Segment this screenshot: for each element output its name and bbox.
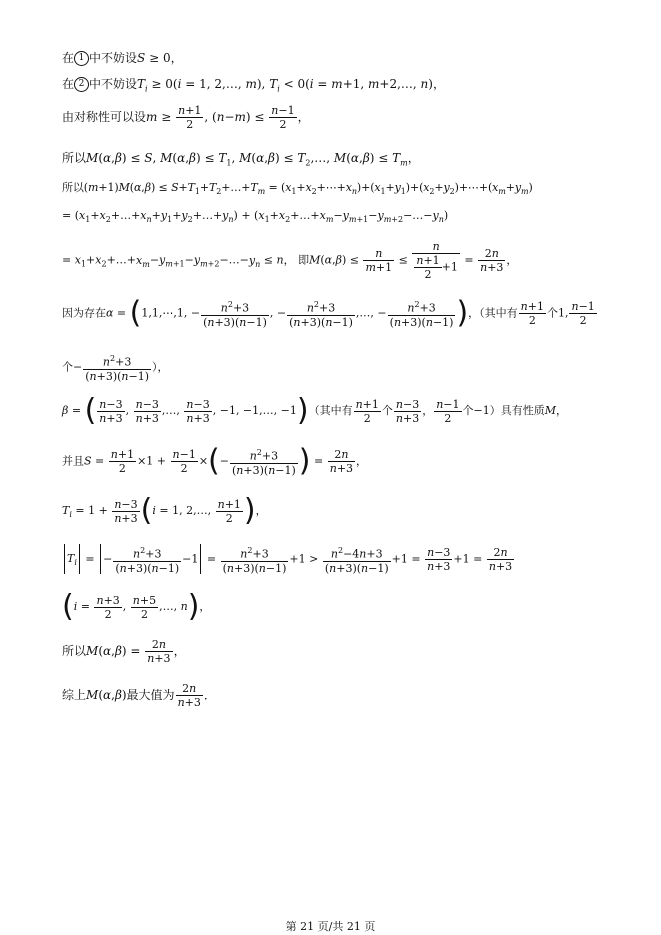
solution-line-7: = $x_1+x_2+\dots+x_m-y_{m+1}-y_{m+2}-\dots-y_n \le n$， 即M(α,β) ≤ $\frac{n}{m+1}$ ≤ n $\frac{n+1}{2}$ +1 = $\frac{2n}{n+3}$ ，: [62, 240, 518, 281]
solution-line-13: $T_i$ = − $\frac{n^2+3}{(n+3)(n-1)}$ −1 = $\frac{n^2+3}{(n+3)(n-1)}$ +1 > $\frac{n^2-4n+3}{(n+3)(n-1)}$ +1 = $\frac{n-3}{n+3}$ +1 = $\frac{2n}{n+3}$: [62, 544, 515, 575]
solution-line-15: 所以M(α,β) = $\frac{2n}{n+3}$ ，: [62, 638, 186, 665]
solution-line-4: 所以M(α,β) ≤ S, $M(\alpha,\beta) \le T_1$, $M(\alpha,\beta) \le T_2,\dots$, $M(\alpha,\beta) \le T_m$，: [62, 151, 420, 168]
solution-line-9: 个− $\frac{n^2+3}{(n+3)(n-1)}$ ），: [62, 354, 169, 383]
page-footer: 第 21 页/共 21 页: [285, 920, 376, 933]
solution-line-16: 综上M(α,β)最大值为 $\frac{2n}{n+3}$ ．: [62, 682, 216, 709]
solution-line-2: 在 2 中不妨设$T_i \ge 0(i = 1$, 2,…, m), $T_i < 0(i = m+1$, m+2,…, n)，: [62, 77, 445, 94]
solution-line-12: $T_i = 1$ + $\frac{n-3}{n+3}$ (i = 1, 2,…, $\frac{n+1}{2}$ )，: [62, 493, 267, 528]
solution-line-10: β = ( $\frac{n-3}{n+3}$ , $\frac{n-3}{n+3}$ ,…, $\frac{n-3}{n+3}$ , −1, −1,…, −1)（其中有 $\frac{n+1}{2}$ 个 $\frac{n-3}{n+3}$ ， $\frac{n-1}{2}$ 个−1）具有性质M，: [62, 393, 567, 428]
solution-line-8: 因为存在α = (1,1,⋯,1, − $\frac{n^2+3}{(n+3)(n-1)}$ , − $\frac{n^2+3}{(n+3)(n-1)}$ ,…, − $\frac{n^2+3}{(n+3)(n-1)}$ )，（其中有 $\frac{n+1}{2}$ 个1, $\frac{n-1}{2}$: [62, 295, 595, 331]
solution-line-1: 在 1 中不妨设S ≥ 0，: [62, 51, 183, 65]
solution-line-14: (i = $\frac{n+3}{2}$ , $\frac{n+5}{2}$ ,…, n)，: [62, 589, 211, 624]
solution-line-6: = $(x_1+x_2+\dots+x_n+y_1+y_2+\dots+y_n)$ + $(x_1+x_2+\dots+x_m-y_{m+1}-y_{m+2}-\dots-y_n)$: [62, 209, 449, 225]
solution-line-3: 由对称性可以设m ≥ $\frac{n+1}{2}$ , (n−m) ≤ $\frac{n-1}{2}$ ，: [62, 104, 310, 131]
solution-line-5: 所以$(m+1)M(\alpha,\beta) \le S+T_1+T_2+\dots+T_m$ = $(x_1+x_2+\cdots+x_n)+(x_1+y_1)+(x_2+y_2)+\cdots+(x_m+y_m)$: [62, 181, 533, 197]
solution-line-11: 并且S = $\frac{n+1}{2}$ ×1 + $\frac{n-1}{2}$ ×(− $\frac{n^2+3}{(n+3)(n-1)}$ ) = $\frac{2n}{n+3}$ ，: [62, 443, 368, 479]
